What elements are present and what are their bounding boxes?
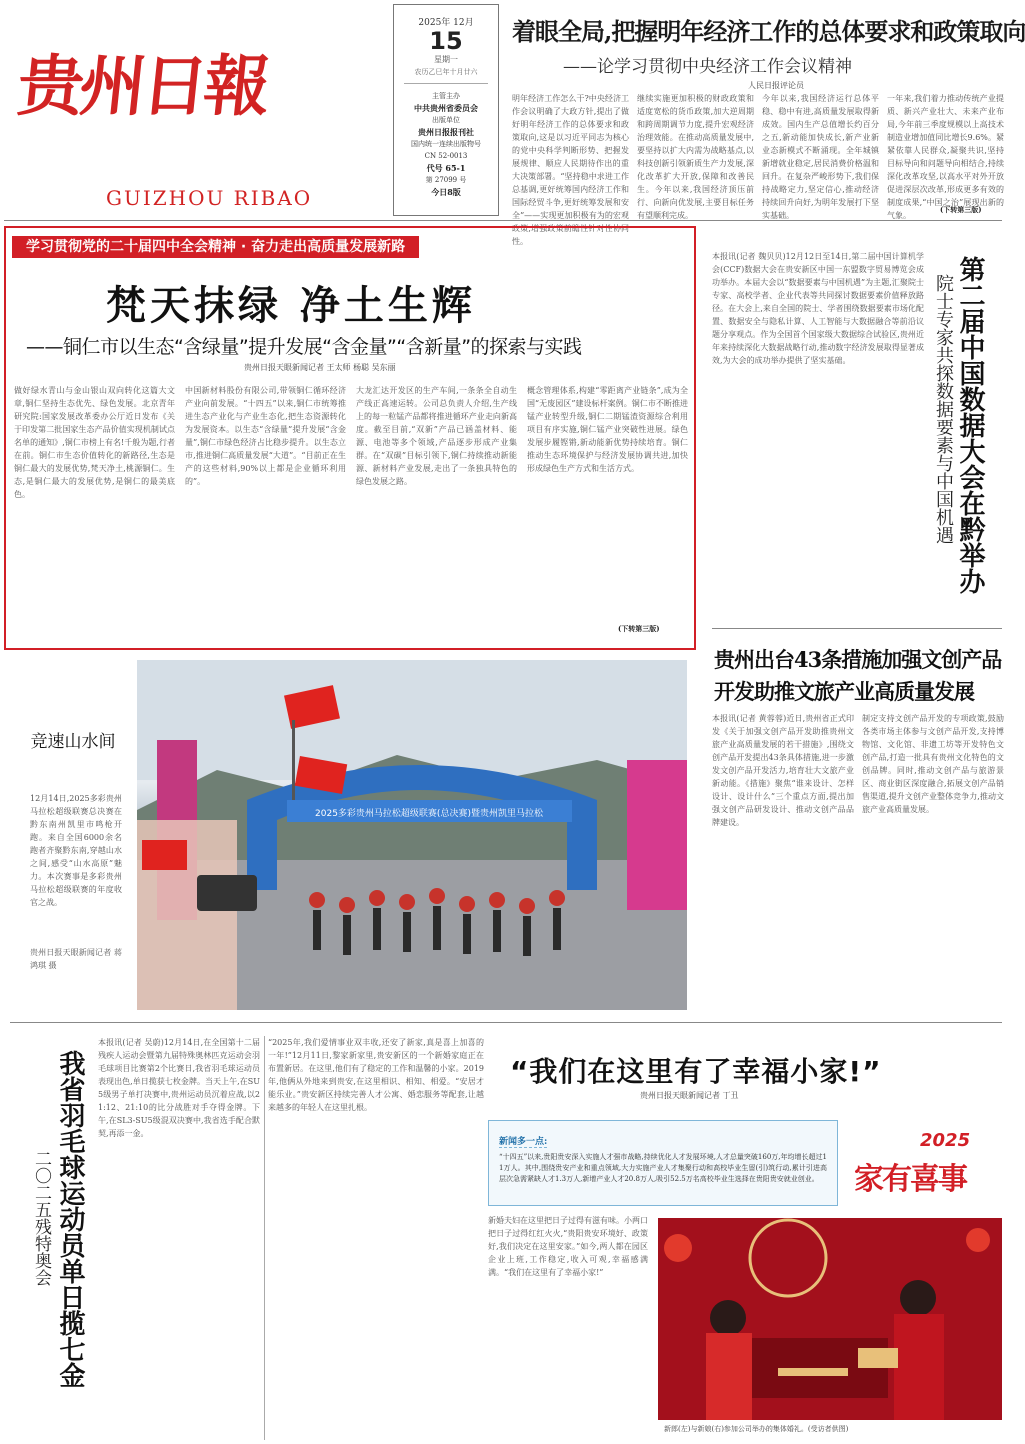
- lead-column-2: 继续实施更加积极的财政政策和适度宽松的货币政策,加大逆周期和跨周期调节力度,提升宏观经济治理效能。在推动高质量发展中,要坚持以扩大内需为战略基点,以科技创新引领新质生产力发展,深化改革扩大开放,保障和改善民生。今年以来,我国经济顶压前行、向新向优发展,主要目标任务有望顺利完成。: [637, 94, 754, 220]
- page-count: 今日8版: [431, 187, 461, 197]
- sponsor-name: 中共贵州省委员会: [414, 103, 478, 113]
- lead-subtitle: ——论学习贯彻中央经济工作会议精神: [563, 57, 852, 77]
- cn-number: CN 52-0013: [424, 152, 468, 160]
- featured-byline: 贵州日报天眼新闻记者 王太师 杨聪 吴东丽: [244, 363, 396, 372]
- home-text: 新婚夫妇在这里把日子过得有滋有味。小两口把日子过得红红火火,“贵阳贵安环境好、政策好,我们决定在这里安家。”如今,两人都在园区企业上班,工作稳定,收入可观,幸福感满满。“我们在这里有了幸福小家!”: [488, 1216, 648, 1277]
- featured-body: [14, 384, 688, 632]
- home-byline: 贵州日报天眼新闻记者 丁丑: [640, 1091, 739, 1100]
- news-extra-box: [488, 1120, 838, 1206]
- masthead-logo: [13, 6, 313, 210]
- featured-column-4: 概念管理体系,构建“零距离产业链条”,成为全国“无废园区”建设标杆案例。铜仁市不断推进锰产业转型升级,铜仁二期锰渣资源综合利用项目有序实施,铜仁锰产业突破性进展。绿色发展步履铿锵,新动能新优势持续培育。铜仁推动生态环境保护与经济发展协调共进,加快形成绿色生产方式和生活方式。: [527, 386, 688, 473]
- featured-column-2: 中国新材料股份有限公司,带领铜仁循环经济产业向前发展。“十四五”以来,铜仁市统筹推进生态产业化与产业生态化,把生态资源转化为发展资本。以生态“含绿量”提升发展“含金量”,铜仁市绿色经济占比稳步提升。以生态立市,推进铜仁高质量发展“大道”。“目前正在生产的这些材料,90%以上都是企业循环利用的”。: [185, 386, 346, 486]
- lead-byline: 人民日报评论员: [748, 81, 804, 90]
- badminton-column-rule: [264, 1036, 265, 1440]
- cn-label: 国内统一连续出版物号: [411, 140, 481, 148]
- race-photo-credit: 贵州日报天眼新闻记者 蒋鸿琪 摄: [30, 948, 122, 970]
- race-photo-title: 竞速山水间: [30, 732, 116, 752]
- news-extra-tag: 新闻多一点:: [499, 1134, 547, 1148]
- home-story-continued-body: [268, 1036, 484, 1440]
- wedding-photo-illustration: [658, 1218, 1002, 1420]
- badminton-article-body: [98, 1036, 260, 1440]
- postal-code: 代号 65-1: [426, 163, 466, 173]
- lead-column-3: 今年以来,我国经济运行总体平稳、稳中有进,高质量发展取得新成效。国内生产总值增长约百分之五,新动能加快成长,新产业新业态新模式不断涌现。全年城镇新增就业稳定,居民消费价格温和回升。在复杂严峻形势下,我们保持战略定力,坚定信心,推动经济持续回升向好,为明年发展打下坚实基础。: [762, 94, 879, 220]
- bigdata-title[interactable]: 第二届中国数据大会在黔举办: [955, 256, 985, 594]
- sponsor-label: 主管主办: [432, 92, 460, 100]
- wedding-photo[interactable]: [658, 1218, 1002, 1420]
- badminton-title[interactable]: 我省羽毛球运动员单日揽七金: [55, 1050, 85, 1388]
- right-column-divider: [712, 628, 1002, 629]
- featured-article-box: [4, 226, 696, 650]
- culture-headline[interactable]: 贵州出台43条措施加强文创产品开发助推文旅产业高质量发展: [714, 647, 1002, 704]
- issue-year-month: 2025年 12月: [418, 18, 474, 28]
- culture-column-1: 本报讯(记者 黄蓉蓉)近日,贵州省正式印发《关于加强文创产品开发助推贵州文旅产业高质量发展的若干措施》,围绕文创产品开发提出43条具体措施,进一步激发文创产品开发活力,培育壮大文旅产业新动能。《措施》聚焦“谁来设计、怎样设计、设计什么”三个重点方面,提出加强文创产品研发设计、推动文创产品品牌建设。: [712, 714, 854, 827]
- issue-day: 15: [429, 27, 463, 55]
- race-arch-banner: 2025多彩贵州马拉松超级联赛(总决赛)暨贵州凯里马拉松: [315, 809, 543, 819]
- lead-column-1: 明年经济工作怎么干?中央经济工作会议明确了大政方针,提出了做好明年经济工作的总体要求和政策取向,这是以习近平同志为核心的党中央科学判断形势、把握发展规律、顺应人民期待作出的重大决策部署。“坚持稳中求进工作总基调,更好统筹国内经济工作和国际经贸斗争,更好统筹发展和安全”——实现更加积极有为的宏观政策,增强政策前瞻性针对性协同性。: [512, 94, 629, 246]
- featured-title[interactable]: 梵天抹绿 净土生辉: [106, 283, 476, 329]
- issue-lunar-date: 农历乙巳年十月廿六: [414, 68, 478, 76]
- featured-column-3: 大龙汇达开发区的生产车间,一条条全自动生产线正高速运转。公司总负责人介绍,生产线上的每一粒锰产品都将推进循环产业走向新高度。截至目前,“双新”产品已涵盖材料、能源、电池等多个领域,产品逐步形成产业集群。在“双碳”目标引领下,铜仁持续推动新能源、新材料产业发展,走出了一条独具特色的绿色发展之路。: [356, 386, 517, 486]
- bigdata-text: 本报讯(记者 魏贝贝)12月12日至14日,第二届中国计算机学会(CCF)数据大会在贵安新区中国一东盟数字贸易博览会成功举办。本届大会以“数据要素与中国机遇”为主题,汇聚院士专家、高校学者、企业代表等共同探讨数据要素价值释放路径。在大会上,来自全国的院士、学者围绕数据要素市场化配置、数据安全与隐私计算、人工智能与大数据融合等前沿议题分享观点。作为全国首个国家级大数据综合试验区,贵州近年来持续深化大数据战略行动,推动数字经济发展取得显著成效,为大会的成功举办提供了坚实基础。: [712, 252, 924, 365]
- lead-headline[interactable]: 着眼全局,把握明年经济工作的总体要求和政策取向: [512, 17, 1025, 46]
- marathon-photo-illustration: [137, 660, 687, 1010]
- masthead-calligraphy: 贵州日報: [13, 47, 271, 125]
- featured-subtitle: ——铜仁市以生态“含绿量”提升发展“含金量”“含新量”的探索与实践: [26, 336, 582, 358]
- featured-kicker: 学习贯彻党的二十届四中全会精神 · 奋力走出高质量发展新路: [12, 236, 419, 258]
- home-story-text: “2025年,我们爱情事业双丰收,还安了新家,真是喜上加喜的一年!”12月11日,黎家新家里,贵安新区的一个新婚家庭正在布置新居。在这里,他们有了稳定的工作和温馨的小家。2019年,他俩从外地来到贵安,在这里相识、相知、相爱。“安居才能乐业。”贵安新区持续完善人才公寓、婚恋服务等配套,让越来越多的年轻人在这里扎根。: [268, 1038, 484, 1112]
- datebox-divider: [404, 83, 488, 84]
- news-extra-text: “十四五”以来,贵阳贵安深入实施人才强市战略,持续优化人才发展环境,人才总量突破160万,年均增长超过11万人。其中,围绕贵安产业和重点领域,大力实施产业人才集聚行动和高校毕业生留(引)筑行动,累计引进高层次急需紧缺人才1.3万人,新增产业人才20.8万人,吸引52.5万名高校毕业生选择在贵阳贵安就业创业。: [499, 1153, 827, 1183]
- bigdata-article-body: [712, 250, 924, 620]
- marathon-photo[interactable]: [137, 660, 687, 1010]
- masthead-pinyin: GUIZHOU RIBAO: [106, 186, 313, 210]
- lead-continued-link[interactable]: (下转第三版): [940, 205, 982, 214]
- badminton-text: 本报讯(记者 吴蔚)12月14日,在全国第十二届残疾人运动会暨第九届特殊奥林匹克运动会羽毛球项目比赛第2个比赛日,我省羽毛球运动员表现出色,单日揽获七枚金牌。当天上午,在SU5级男子单打决赛中,贵州运动员沉着应战,以21:12、21:10的比分战胜对手夺得金牌。下午,在SL3-SU5级混双决赛中,我省选手配合默契,再添一金。: [98, 1038, 260, 1138]
- culture-article-body: [712, 712, 1004, 1012]
- issue-number: 第 27099 号: [425, 176, 467, 184]
- race-photo-caption: [30, 792, 122, 970]
- lower-section-divider: [10, 1022, 1002, 1023]
- badminton-subtitle: 二〇二五残特奥会: [31, 1150, 51, 1286]
- issue-datebox: [393, 4, 499, 216]
- wedding-photo-caption: 新郎(左)与新娘(右)参加公司举办的集体婚礼。(受访者供图): [664, 1425, 849, 1433]
- publisher-name: 贵州日报报刊社: [418, 127, 474, 137]
- home-headline[interactable]: “我们在这里有了幸福小家!”: [510, 1055, 882, 1088]
- lead-column-4: 一年来,我们着力推动传统产业提质、新兴产业壮大、未来产业布局,今年前三季度规模以上高技术制造业增加值同比增长9.6%。紧紧依靠人民群众,凝聚共识,坚持目标导向和问题导向相结合,持续深化改革攻坚,以高水平对外开放促进深层次改革,形成更多有效的制度成果,“中国之治”展现出新的气象。: [887, 94, 1004, 220]
- publisher-label: 出版单位: [432, 116, 460, 124]
- featured-continued-link[interactable]: (下转第三版): [618, 624, 660, 633]
- race-caption-text: 12月14日,2025多彩贵州马拉松超级联赛总决赛在黔东南州凯里市鸣枪开跑。来自全国6000余名跑者齐聚黔东南,穿越山水之间,感受“山水高原”魅力。本次赛事是多彩贵州马拉松超级联赛的年度收官之战。: [30, 794, 122, 907]
- bigdata-subtitle: 院士专家共探数据要素与中国机遇: [933, 274, 954, 544]
- culture-column-2: 制定支持文创产品开发的专项政策,鼓励各类市场主体参与文创产品开发,支持博物馆、文化馆、非遗工坊等开发特色文创产品,打造一批具有贵州文化特色的文创品牌。同时,推动文创产品与旅游景区、商业街区深度融合,拓展文创产品销售渠道,提升文创产业整体竞争力,推动文旅产业高质量发展。: [862, 714, 1004, 814]
- badge-text: 家有喜事: [854, 1162, 966, 1197]
- badge-year: 2025: [920, 1130, 971, 1151]
- home-article-body: [488, 1214, 648, 1440]
- featured-column-1: 做好绿水青山与金山银山双向转化这篇大文章,铜仁坚持生态优先、绿色发展。北京青年研究院:国家发展改革委办公厅近日发布《关于印发第二批国家生态产品价值实现机制试点名单的通知》,铜仁市榜上有名!千般为题,行者在前。铜仁市生态价值转化的新路径,生态是铜仁最大的发展优势,梵天净土,桃源铜仁。生态,是铜仁最大的发展优势,是铜仁的最美底色。: [14, 386, 175, 499]
- issue-weekday: 星期一: [434, 55, 458, 64]
- lead-article-body: [512, 92, 1004, 246]
- masthead-divider: [4, 220, 1002, 221]
- happy-home-badge: [850, 1130, 1000, 1200]
